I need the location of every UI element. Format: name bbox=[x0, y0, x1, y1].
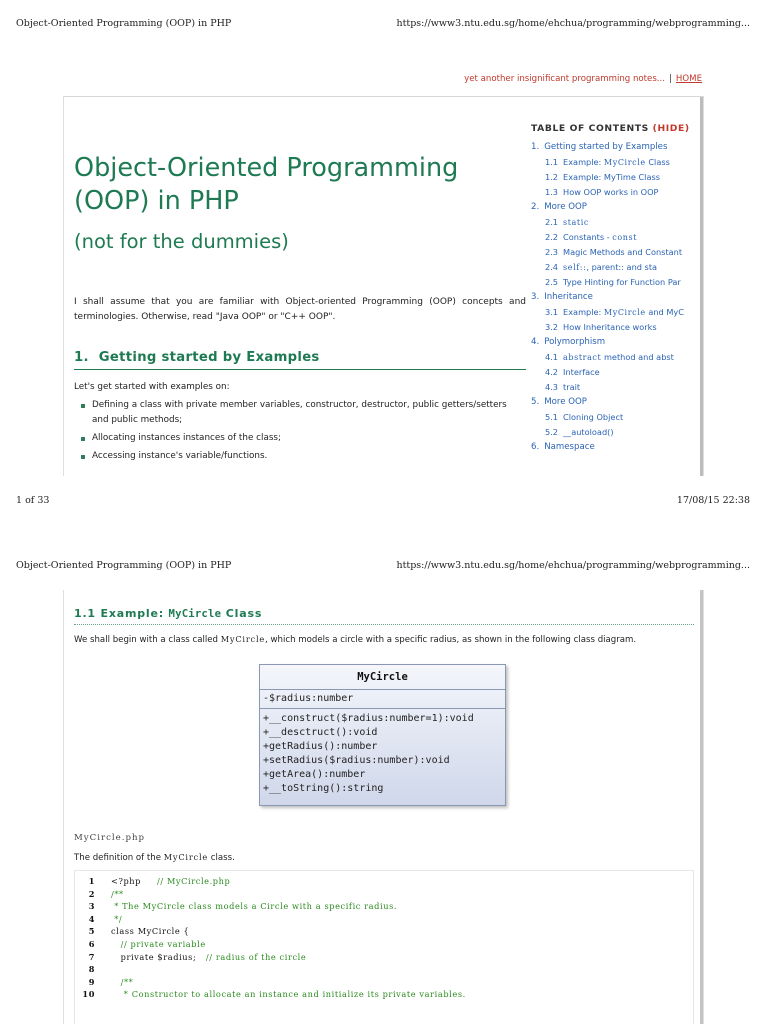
print-header bbox=[0, 560, 768, 574]
code-comment: // MyCircle.php bbox=[141, 876, 231, 886]
toc-item-label: Getting started by Examples bbox=[544, 142, 668, 152]
toc-item[interactable] bbox=[531, 170, 701, 185]
paragraph-text: The definition of the bbox=[74, 853, 164, 863]
toc-item-label: Type Hinting for Function Par bbox=[563, 277, 681, 287]
code-text bbox=[111, 989, 121, 999]
toc-item-number: 3.1 bbox=[545, 307, 559, 317]
list-item-text: Allocating instances instances of the class; bbox=[92, 433, 281, 443]
uml-class-name: MyCircle bbox=[260, 665, 505, 690]
code-source bbox=[111, 925, 189, 938]
toc-item-label: Example: bbox=[563, 157, 604, 167]
toc-item-label: __autoload() bbox=[563, 427, 614, 437]
toc-item-number: 1.2 bbox=[545, 172, 559, 182]
uml-method: +getRadius():number bbox=[263, 741, 378, 752]
toc-item[interactable] bbox=[531, 230, 701, 245]
toc-item-number: 4.1 bbox=[545, 352, 559, 362]
toc-item[interactable] bbox=[531, 215, 701, 230]
uml-method: +__construct($radius:number=1):void bbox=[263, 713, 474, 724]
toc-item-code: self:: bbox=[563, 263, 587, 272]
toc-item-number: 2.2 bbox=[545, 232, 559, 242]
lead-text: Let's get started with examples on: bbox=[74, 382, 230, 392]
print-header-title: Object-Oriented Programming (OOP) in PHP bbox=[16, 560, 232, 571]
line-number: 10 bbox=[82, 989, 95, 1000]
toc-title bbox=[531, 123, 701, 134]
page-count: 1 of 33 bbox=[16, 495, 50, 506]
line-number: 8 bbox=[88, 964, 95, 975]
toc-item-label: Interface bbox=[563, 367, 600, 377]
toc-item[interactable] bbox=[531, 410, 701, 425]
list-item bbox=[74, 449, 526, 464]
square-bullet-icon bbox=[81, 437, 85, 441]
line-number: 9 bbox=[88, 976, 95, 987]
toc-item-label: Example: MyTime Class bbox=[563, 172, 661, 182]
toc-item[interactable] bbox=[531, 365, 701, 380]
print-datetime: 17/08/15 22:38 bbox=[676, 495, 750, 506]
code-lines bbox=[75, 871, 693, 1001]
toc-item-number: 5.1 bbox=[545, 412, 559, 422]
toc-item[interactable] bbox=[531, 425, 701, 440]
code-comment: /** bbox=[120, 976, 134, 987]
toc-item-code: MyCircle bbox=[603, 158, 646, 167]
toc-title-text: TABLE OF CONTENTS bbox=[531, 123, 649, 134]
toc-item[interactable] bbox=[531, 245, 701, 260]
toc-item-label: Polymorphism bbox=[544, 337, 606, 347]
toc-item[interactable] bbox=[531, 305, 701, 320]
site-topline bbox=[464, 74, 702, 84]
code-text: private $radius; bbox=[111, 951, 197, 962]
list-item-text: Accessing instance's variable/functions. bbox=[92, 451, 268, 461]
uml-methods bbox=[260, 709, 505, 796]
code-source bbox=[111, 976, 133, 989]
toc-item[interactable] bbox=[531, 320, 701, 335]
code-comment: * Constructor to allocate an instance and initialize its private variables. bbox=[120, 989, 466, 1000]
toc-item-number: 6. bbox=[531, 442, 540, 452]
page-subtitle: (not for the dummies) bbox=[74, 230, 289, 253]
toc-hide-toggle[interactable]: (HIDE) bbox=[652, 123, 690, 134]
code-text bbox=[111, 977, 121, 987]
intro-paragraph bbox=[74, 634, 636, 645]
list-item-text: Defining a class with private member variables, constructor, destructor, public getters/setters and public methods; bbox=[92, 400, 507, 425]
uml-method: +getArea():number bbox=[263, 769, 366, 780]
site-notes-text: yet another insignificant programming notes... bbox=[464, 74, 666, 84]
subsection-heading-code: MyCircle bbox=[168, 608, 222, 620]
code-line bbox=[75, 976, 693, 989]
code-line bbox=[75, 888, 693, 901]
code-listing bbox=[74, 870, 694, 1024]
inline-code: MyCircle bbox=[220, 634, 266, 644]
toc-item-label: How Inheritance works bbox=[563, 322, 657, 332]
toc-item-label: , parent:: and sta bbox=[586, 262, 658, 272]
list-item bbox=[74, 431, 526, 446]
toc-item[interactable] bbox=[531, 440, 701, 455]
toc-item-label: Magic Methods and Constant bbox=[563, 247, 683, 257]
section-title: Getting started by Examples bbox=[98, 350, 320, 365]
code-comment: * The MyCircle class models a Circle with a specific radius. bbox=[111, 901, 398, 912]
toc-item-number: 2.1 bbox=[545, 217, 559, 227]
print-header bbox=[0, 18, 768, 32]
print-footer bbox=[0, 495, 768, 509]
toc-item-number: 4.2 bbox=[545, 367, 559, 377]
toc-item-number: 3. bbox=[531, 292, 540, 302]
uml-method: +setRadius($radius:number):void bbox=[263, 755, 450, 766]
toc-item-number: 4.3 bbox=[545, 382, 559, 392]
toc-item-number: 4. bbox=[531, 337, 540, 347]
toc-item-label: Constants - bbox=[563, 232, 613, 242]
toc-item-number: 1.1 bbox=[545, 157, 559, 167]
toc-item-label: Cloning Object bbox=[563, 412, 624, 422]
code-line bbox=[75, 913, 693, 926]
toc-item-label: How OOP works in OOP bbox=[563, 187, 659, 197]
article-frame bbox=[63, 590, 704, 1024]
toc-item-label: trait bbox=[563, 382, 581, 392]
toc-item[interactable] bbox=[531, 395, 701, 410]
toc-item[interactable] bbox=[531, 155, 701, 170]
home-link[interactable]: HOME bbox=[675, 74, 702, 84]
section-number: 1. bbox=[74, 350, 89, 365]
toc-item[interactable] bbox=[531, 140, 701, 155]
uml-class-diagram bbox=[259, 664, 506, 806]
bullet-list bbox=[74, 398, 526, 467]
toc-item[interactable] bbox=[531, 335, 701, 350]
toc-item-number: 3.2 bbox=[545, 322, 559, 332]
subsection-heading bbox=[74, 607, 694, 625]
code-line bbox=[75, 963, 693, 976]
toc-item[interactable] bbox=[531, 380, 701, 395]
toc-item-label: Example: bbox=[563, 307, 604, 317]
toc-list bbox=[531, 140, 701, 455]
code-source bbox=[111, 951, 306, 964]
uml-attribute: -$radius:number bbox=[260, 690, 505, 709]
toc-item-label: method and abst bbox=[601, 352, 674, 362]
code-text: class MyCircle { bbox=[111, 926, 190, 937]
line-number: 6 bbox=[88, 938, 95, 949]
line-number: 2 bbox=[88, 888, 95, 899]
line-number: 4 bbox=[88, 913, 95, 924]
toc-item-number: 2. bbox=[531, 202, 540, 212]
code-line bbox=[75, 925, 693, 938]
source-filename: MyCircle.php bbox=[74, 833, 146, 843]
definition-paragraph bbox=[74, 852, 235, 863]
code-source bbox=[111, 900, 397, 913]
line-number: 1 bbox=[88, 876, 95, 886]
code-line bbox=[75, 951, 693, 964]
toc-item-number: 1. bbox=[531, 142, 540, 152]
code-line bbox=[75, 938, 693, 951]
toc-item[interactable] bbox=[531, 290, 701, 305]
toc-item-label: Inheritance bbox=[544, 292, 593, 302]
uml-method: +__desctruct():void bbox=[263, 727, 378, 738]
toc-item-label: More OOP bbox=[544, 397, 587, 407]
subsection-heading-text: 1.1 Example: bbox=[74, 607, 169, 620]
code-comment: /** bbox=[111, 888, 124, 899]
code-source bbox=[111, 875, 230, 888]
toc-item-label: Class bbox=[645, 157, 670, 167]
toc-item-label: and MyC bbox=[645, 307, 684, 317]
code-comment: */ bbox=[111, 913, 123, 924]
toc-item[interactable] bbox=[531, 185, 701, 200]
print-header-title: Object-Oriented Programming (OOP) in PHP bbox=[16, 18, 232, 29]
toc-item-number: 5. bbox=[531, 397, 540, 407]
code-line bbox=[75, 988, 693, 1001]
toc-item-number: 2.3 bbox=[545, 247, 559, 257]
square-bullet-icon bbox=[81, 404, 85, 408]
toc-item[interactable] bbox=[531, 260, 701, 275]
line-number: 5 bbox=[88, 926, 95, 937]
code-source bbox=[111, 888, 124, 901]
toc-item-number: 1.3 bbox=[545, 187, 559, 197]
table-of-contents bbox=[531, 123, 701, 455]
toc-item-code: static bbox=[563, 218, 589, 227]
code-text: <?php bbox=[111, 876, 142, 886]
code-source bbox=[111, 913, 122, 926]
toc-item-number: 2.5 bbox=[545, 277, 559, 287]
toc-item-number: 5.2 bbox=[545, 427, 559, 437]
page-title: Object-Oriented Programming (OOP) in PHP bbox=[74, 153, 459, 216]
inline-code: MyCircle bbox=[163, 852, 209, 862]
toc-item-code: const bbox=[612, 233, 638, 242]
list-item bbox=[74, 398, 526, 428]
print-header-url: https://www3.ntu.edu.sg/home/ehchua/programming/webprogramming... bbox=[396, 560, 750, 571]
line-number: 3 bbox=[88, 901, 95, 912]
toc-item-code: MyCircle bbox=[603, 308, 646, 317]
code-source bbox=[111, 988, 466, 1001]
code-source bbox=[111, 938, 206, 951]
toc-item[interactable] bbox=[531, 350, 701, 365]
toc-item[interactable] bbox=[531, 275, 701, 290]
article-frame bbox=[63, 96, 704, 476]
paragraph-text: class. bbox=[208, 853, 235, 863]
print-header-url: https://www3.ntu.edu.sg/home/ehchua/programming/webprogramming... bbox=[396, 18, 750, 29]
scrollbar[interactable] bbox=[700, 590, 703, 1024]
paragraph-text: We shall begin with a class called bbox=[74, 635, 221, 645]
topline-separator: | bbox=[669, 74, 672, 84]
toc-item-number: 2.4 bbox=[545, 262, 559, 272]
code-comment: // radius of the circle bbox=[196, 951, 307, 962]
square-bullet-icon bbox=[81, 455, 85, 459]
code-text bbox=[111, 939, 121, 949]
toc-item-code: abstract bbox=[563, 353, 602, 362]
section-heading bbox=[74, 350, 526, 370]
code-line bbox=[75, 900, 693, 913]
toc-item-label: Namespace bbox=[544, 442, 595, 452]
subsection-heading-suffix: Class bbox=[221, 607, 263, 620]
toc-item[interactable] bbox=[531, 200, 701, 215]
toc-item-label: More OOP bbox=[544, 202, 587, 212]
intro-paragraph: I shall assume that you are familiar with Object-oriented Programming (OOP) concepts and terminologies. Otherwise, read "Java OOP" or "C++ OOP". bbox=[74, 297, 526, 322]
code-comment: // private variable bbox=[120, 938, 206, 949]
paragraph-text: , which models a circle with a specific radius, as shown in the following class diagram. bbox=[265, 635, 637, 645]
code-line bbox=[75, 875, 693, 888]
line-number: 7 bbox=[88, 951, 95, 962]
uml-method: +__toString():string bbox=[263, 783, 384, 794]
